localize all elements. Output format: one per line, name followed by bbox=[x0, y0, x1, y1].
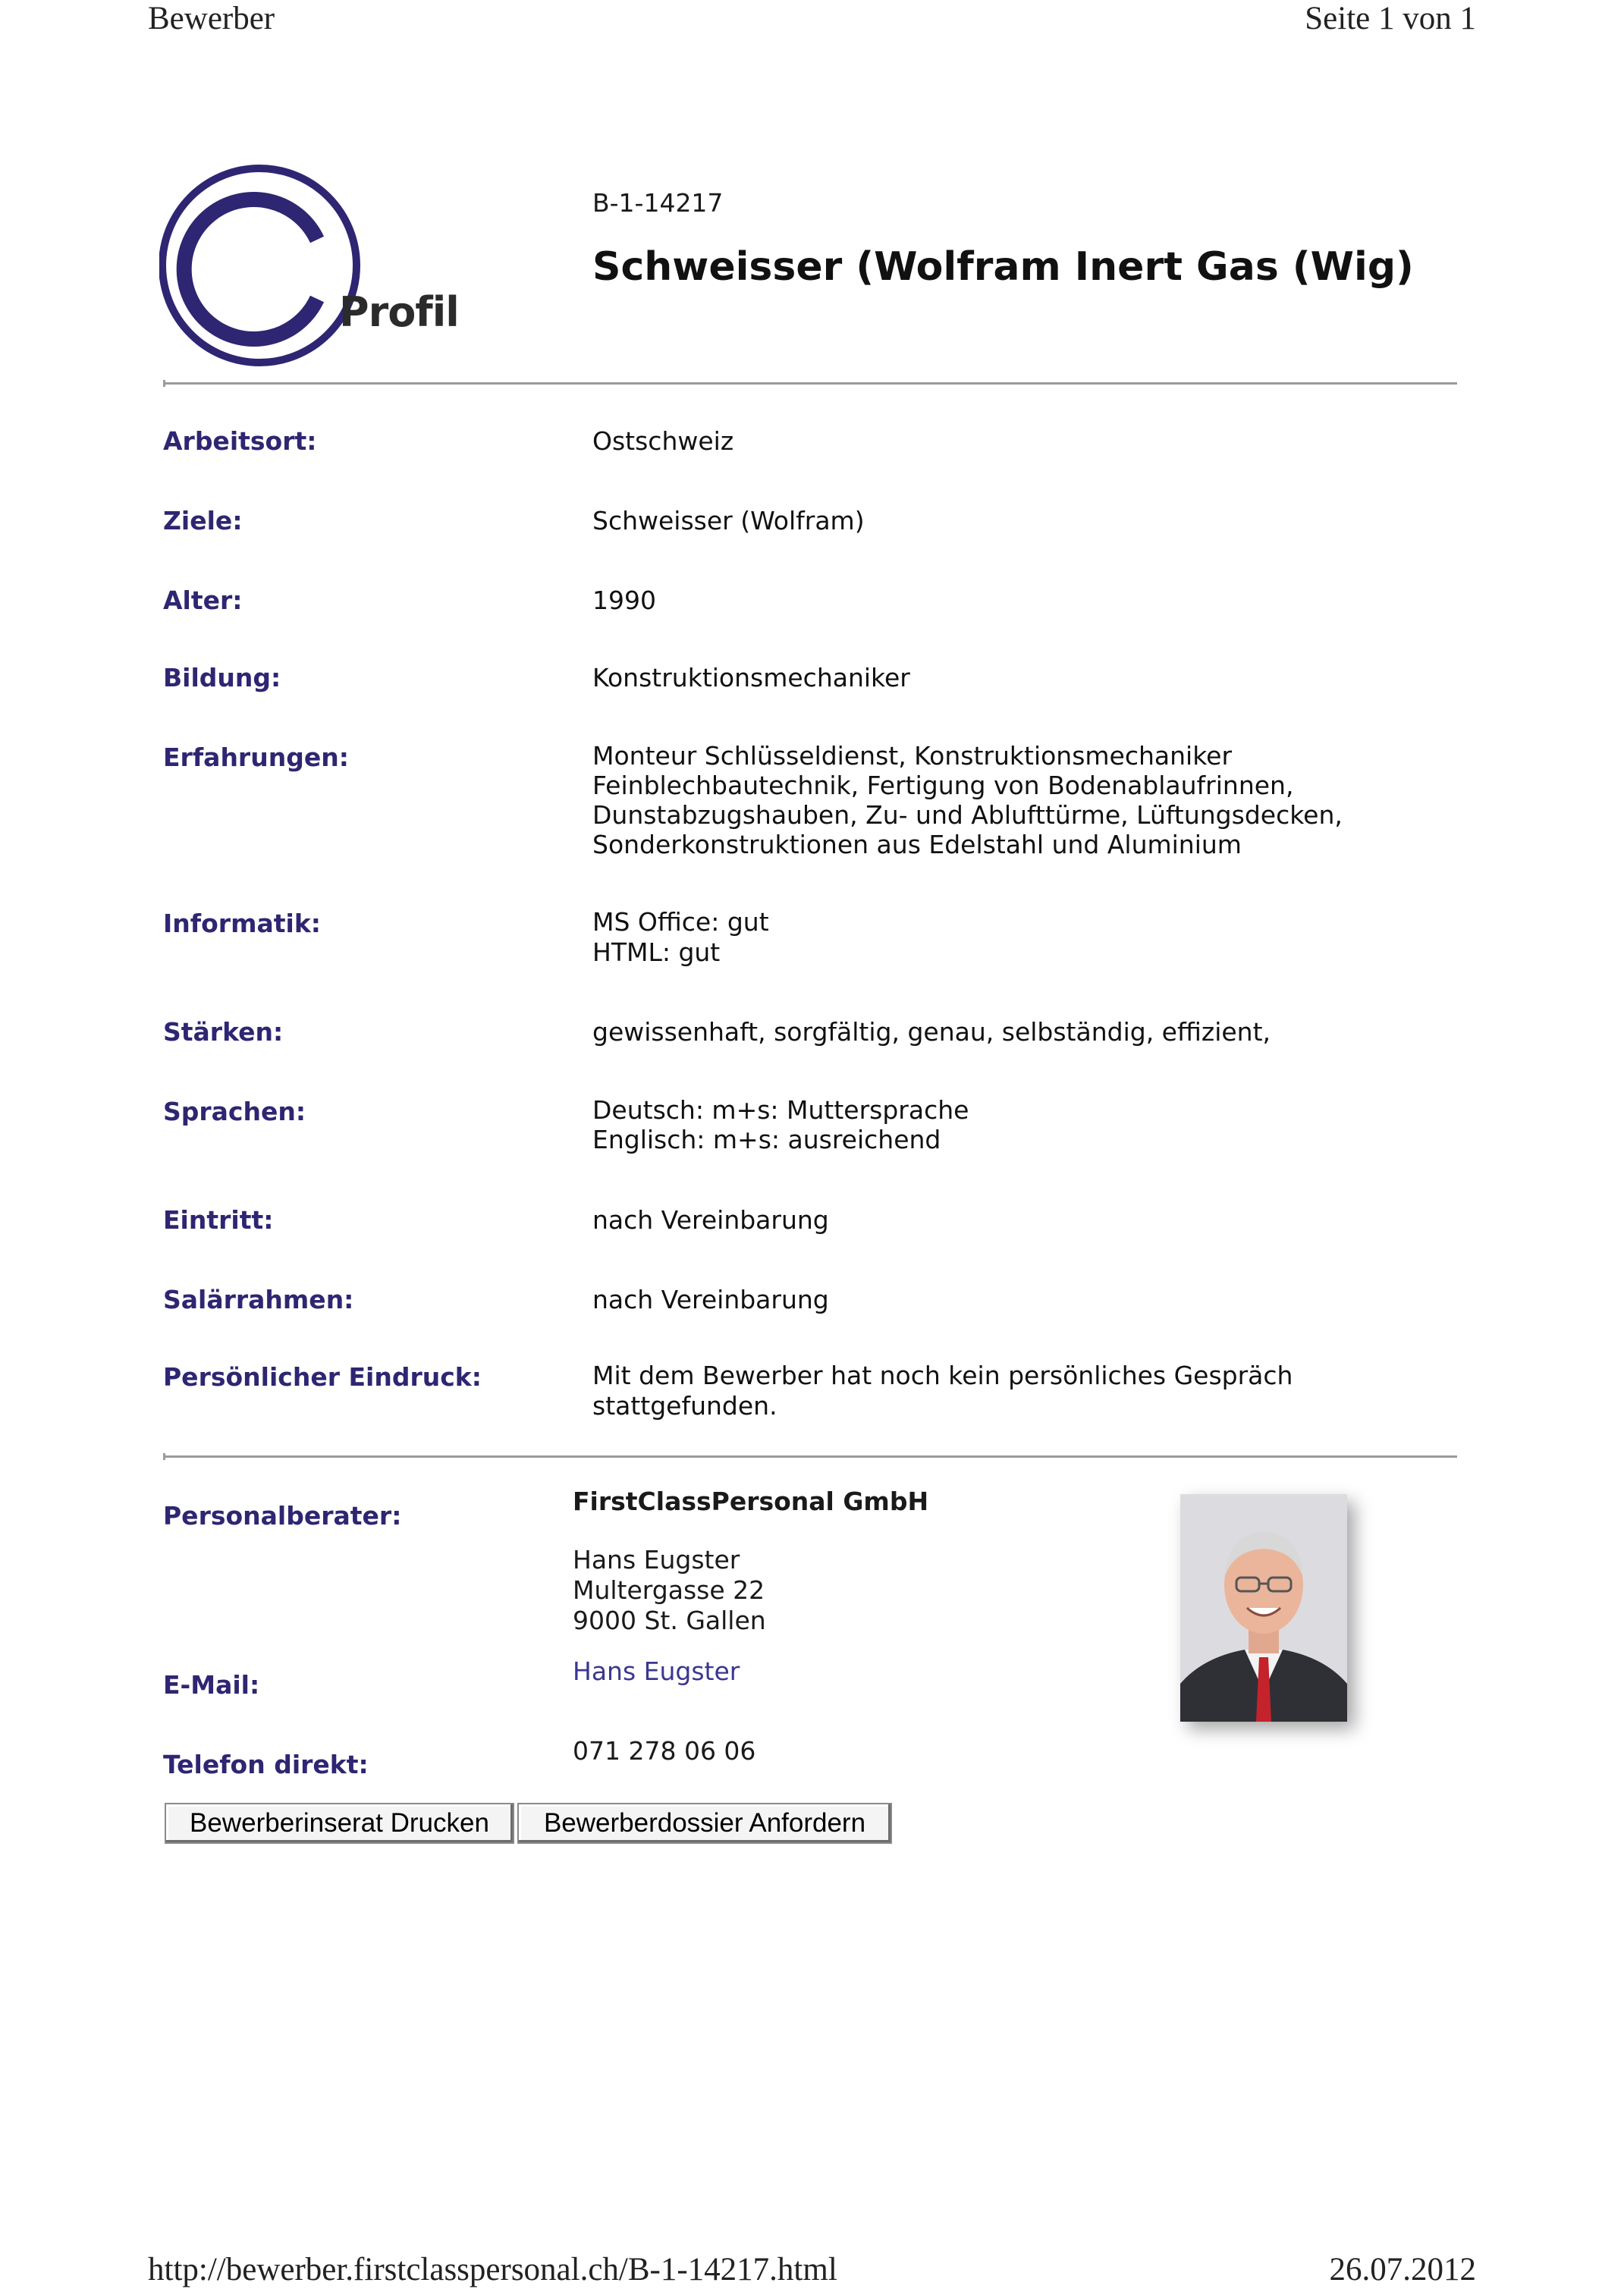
label-eindruck: Persönlicher Eindruck: bbox=[163, 1362, 482, 1392]
value-bildung: Konstruktionsmechaniker bbox=[592, 663, 910, 692]
consultant-city: 9000 St. Gallen bbox=[573, 1606, 766, 1635]
value-line: Deutsch: m+s: Muttersprache bbox=[592, 1095, 969, 1125]
label-telefon: Telefon direkt: bbox=[163, 1750, 369, 1779]
consultant-address bbox=[573, 1545, 766, 1636]
value-line: Sonderkonstruktionen aus Edelstahl und Aluminium bbox=[592, 830, 1242, 859]
value-informatik bbox=[592, 907, 769, 968]
label-eintritt: Eintritt: bbox=[163, 1205, 274, 1235]
value-line: MS Office: gut bbox=[592, 907, 769, 937]
label-ziele: Ziele: bbox=[163, 506, 243, 535]
print-footer-date: 26.07.2012 bbox=[1329, 2252, 1476, 2287]
value-line: Monteur Schlüsseldienst, Konstruktionsmechaniker bbox=[592, 741, 1233, 771]
value-line: Englisch: m+s: ausreichend bbox=[592, 1125, 941, 1154]
label-personalberater: Personalberater: bbox=[163, 1501, 402, 1531]
label-informatik: Informatik: bbox=[163, 909, 321, 938]
label-erfahrungen: Erfahrungen: bbox=[163, 743, 349, 772]
print-header-title: Bewerber bbox=[148, 1, 275, 36]
value-alter: 1990 bbox=[592, 586, 656, 615]
label-email: E-Mail: bbox=[163, 1670, 260, 1700]
divider-top bbox=[163, 382, 1457, 385]
consultant-email-link[interactable]: Hans Eugster bbox=[573, 1656, 740, 1686]
label-alter: Alter: bbox=[163, 586, 243, 615]
label-sprachen: Sprachen: bbox=[163, 1097, 306, 1126]
logo-arc-icon bbox=[159, 159, 387, 372]
value-eintritt: nach Vereinbarung bbox=[592, 1205, 829, 1235]
value-erfahrungen bbox=[592, 741, 1343, 859]
print-header bbox=[148, 0, 1476, 46]
portrait-image bbox=[1180, 1494, 1347, 1722]
label-salaer: Salärrahmen: bbox=[163, 1285, 354, 1314]
consultant-phone: 071 278 06 06 bbox=[573, 1736, 756, 1766]
value-ziele: Schweisser (Wolfram) bbox=[592, 506, 865, 535]
consultant-street: Multergasse 22 bbox=[573, 1575, 765, 1605]
value-salaer: nach Vereinbarung bbox=[592, 1285, 829, 1314]
value-line: Feinblechbautechnik, Fertigung von Bodenablaufrinnen, bbox=[592, 771, 1294, 800]
label-arbeitsort: Arbeitsort: bbox=[163, 426, 317, 456]
consultant-name: Hans Eugster bbox=[573, 1545, 740, 1575]
print-listing-button[interactable]: Bewerberinserat Drucken bbox=[165, 1803, 514, 1844]
request-dossier-button[interactable]: Bewerberdossier Anfordern bbox=[517, 1803, 892, 1844]
value-line: HTML: gut bbox=[592, 937, 721, 967]
divider-bottom bbox=[163, 1455, 1457, 1458]
logo-wordmark: Profil bbox=[339, 288, 459, 336]
value-eindruck bbox=[592, 1361, 1293, 1421]
value-line: Mit dem Bewerber hat noch kein persönliches Gespräch bbox=[592, 1361, 1293, 1390]
label-staerken: Stärken: bbox=[163, 1017, 284, 1047]
value-line: Dunstabzugshauben, Zu- und Ablufttürme, Lüftungsdecken, bbox=[592, 800, 1343, 830]
print-footer-url: http://bewerber.firstclasspersonal.ch/B-1-14217.html bbox=[148, 2252, 837, 2287]
applicant-reference: B-1-14217 bbox=[592, 188, 724, 218]
print-header-page: Seite 1 von 1 bbox=[1305, 1, 1476, 36]
value-staerken: gewissenhaft, sorgfältig, genau, selbständig, effizient, bbox=[592, 1017, 1271, 1047]
value-arbeitsort: Ostschweiz bbox=[592, 426, 734, 456]
value-sprachen bbox=[592, 1095, 969, 1154]
profil-logo bbox=[159, 159, 459, 372]
label-bildung: Bildung: bbox=[163, 663, 281, 692]
page-title: Schweisser (Wolfram Inert Gas (Wig) bbox=[592, 244, 1414, 290]
consultant-company: FirstClassPersonal GmbH bbox=[573, 1487, 929, 1516]
value-line: stattgefunden. bbox=[592, 1391, 777, 1421]
print-footer bbox=[148, 2251, 1476, 2289]
consultant-photo bbox=[1180, 1494, 1347, 1722]
